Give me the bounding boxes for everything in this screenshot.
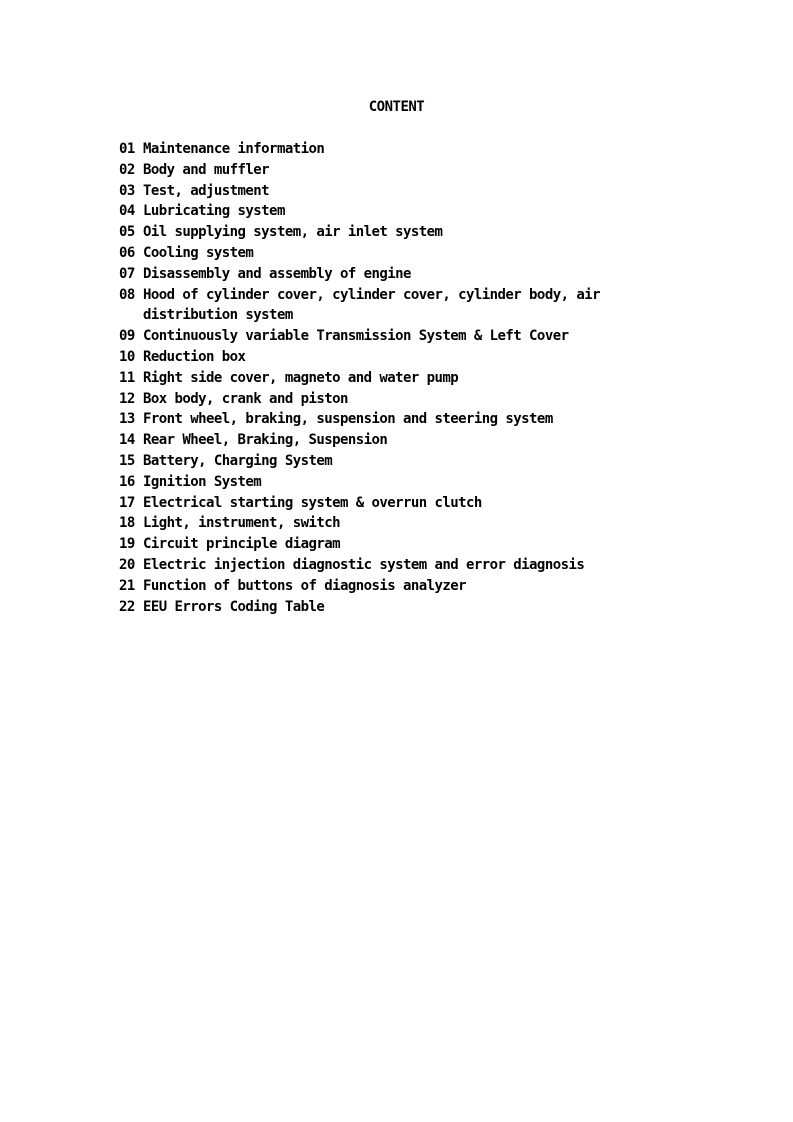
toc-item-title: Oil supplying system, air inlet system bbox=[143, 224, 443, 241]
toc-item-number: 16 bbox=[119, 473, 135, 490]
toc-item-number: 06 bbox=[119, 244, 135, 261]
toc-item-title: Lubricating system bbox=[143, 203, 285, 220]
toc-item-number: 22 bbox=[119, 598, 135, 615]
toc-item-title: Electrical starting system & overrun clutch bbox=[143, 494, 482, 511]
toc-item bbox=[119, 201, 679, 222]
toc-item-number: 07 bbox=[119, 265, 135, 282]
toc-item bbox=[119, 555, 679, 576]
page-title: CONTENT bbox=[368, 99, 425, 115]
toc-item bbox=[119, 368, 679, 389]
toc-item-title: Cooling system bbox=[143, 244, 254, 261]
toc-item bbox=[119, 347, 679, 368]
toc-item-number: 01 bbox=[119, 141, 135, 157]
toc-item-number: 05 bbox=[119, 224, 135, 241]
toc-item bbox=[119, 264, 679, 285]
toc-item bbox=[119, 409, 679, 430]
toc-item bbox=[119, 389, 679, 410]
toc-item-title: Disassembly and assembly of engine bbox=[143, 265, 411, 282]
toc-item bbox=[119, 181, 679, 202]
toc-item-title: Electric injection diagnostic system and error diagnosis bbox=[143, 556, 585, 573]
toc-item-title: Front wheel, braking, suspension and steering system bbox=[143, 411, 553, 428]
toc-item-title: Right side cover, magneto and water pump bbox=[143, 369, 459, 386]
toc-item-title: Function of buttons of diagnosis analyzer bbox=[143, 577, 467, 594]
toc-item-title: Continuously variable Transmission System & Left Cover bbox=[143, 328, 569, 345]
toc-item-title: Body and muffler bbox=[143, 161, 270, 178]
toc-item bbox=[119, 597, 679, 618]
toc-item-title: Hood of cylinder cover, cylinder cover, cylinder body, air distribution system bbox=[143, 286, 600, 324]
toc-item-number: 20 bbox=[119, 556, 135, 573]
toc-item bbox=[119, 243, 679, 264]
toc-item-title: Battery, Charging System bbox=[143, 452, 333, 469]
toc-item bbox=[119, 326, 679, 347]
table-of-contents bbox=[119, 139, 679, 617]
toc-item-number: 04 bbox=[119, 203, 135, 220]
toc-item bbox=[119, 513, 679, 534]
toc-item bbox=[119, 451, 679, 472]
toc-item bbox=[119, 472, 679, 493]
toc-item-title: Rear Wheel, Braking, Suspension bbox=[143, 432, 388, 449]
toc-item-number: 18 bbox=[119, 515, 135, 532]
toc-item-number: 11 bbox=[119, 369, 135, 386]
toc-item-number: 21 bbox=[119, 577, 135, 594]
toc-item-number: 09 bbox=[119, 328, 135, 345]
toc-item-title: Test, adjustment bbox=[143, 182, 270, 199]
toc-item-title: Light, instrument, switch bbox=[143, 515, 340, 532]
toc-item-title: Ignition System bbox=[143, 473, 262, 490]
toc-item bbox=[119, 576, 679, 597]
toc-item-number: 03 bbox=[119, 182, 135, 199]
toc-item-title: EEU Errors Coding Table bbox=[143, 598, 325, 615]
toc-item bbox=[119, 430, 679, 451]
toc-item-number: 19 bbox=[119, 536, 135, 553]
toc-item-number: 08 bbox=[119, 286, 135, 303]
toc-item-number: 17 bbox=[119, 494, 135, 511]
toc-item-number: 02 bbox=[119, 161, 135, 178]
toc-item-title: Box body, crank and piston bbox=[143, 390, 348, 407]
toc-item-title: Reduction box bbox=[143, 348, 246, 365]
toc-item bbox=[119, 139, 679, 160]
toc-item-number: 10 bbox=[119, 348, 135, 365]
toc-item bbox=[119, 493, 679, 514]
toc-item bbox=[119, 160, 679, 181]
toc-item bbox=[119, 534, 679, 555]
toc-item bbox=[119, 285, 679, 327]
toc-item-number: 13 bbox=[119, 411, 135, 428]
toc-item-number: 15 bbox=[119, 452, 135, 469]
toc-item-title: Maintenance information bbox=[143, 141, 325, 157]
toc-item-number: 12 bbox=[119, 390, 135, 407]
toc-item-title: Circuit principle diagram bbox=[143, 536, 340, 553]
toc-item-number: 14 bbox=[119, 432, 135, 449]
toc-item bbox=[119, 222, 679, 243]
